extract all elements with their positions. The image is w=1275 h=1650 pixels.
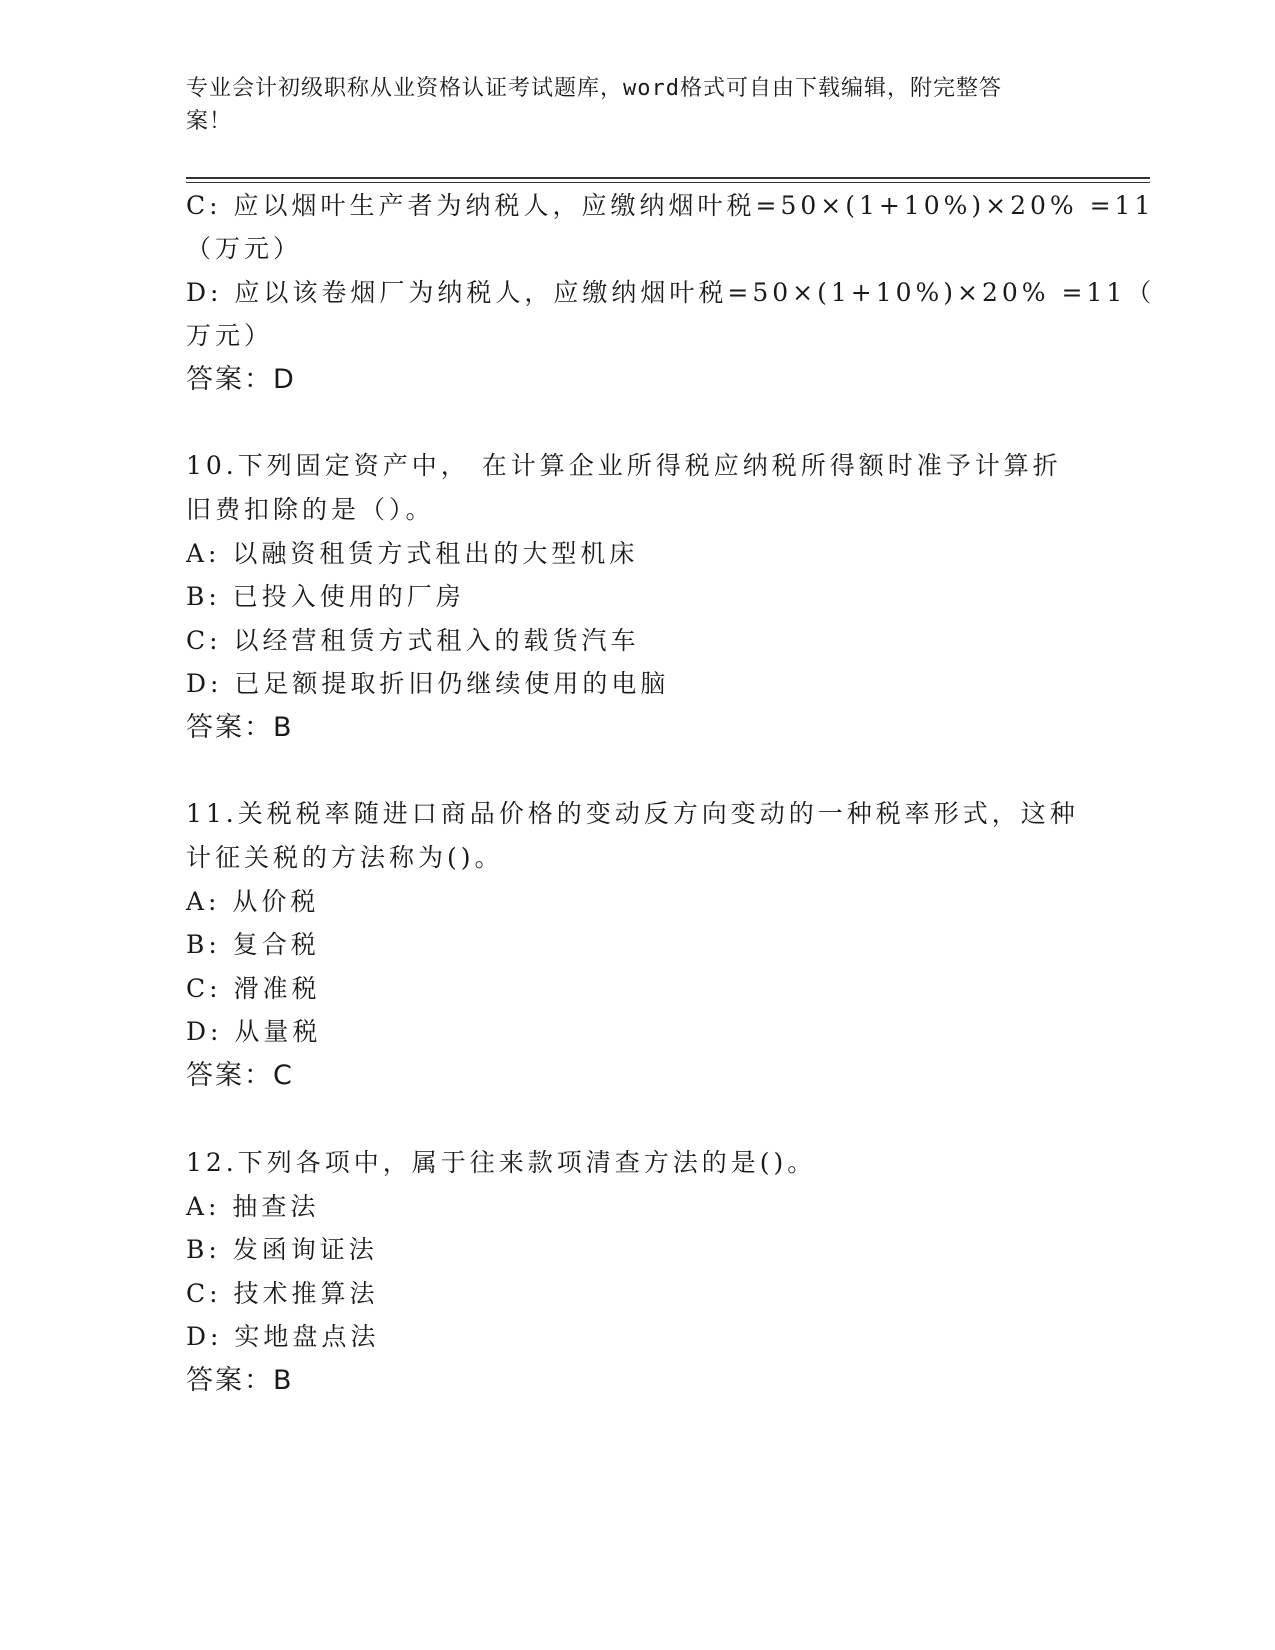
q10-option-a: A: 以融资租赁方式租出的大型机床 [186, 539, 639, 568]
q11-option-d: D: 从量税 [186, 1017, 322, 1046]
q11-stem-line-2: 计征关税的方法称为()。 [186, 843, 504, 872]
q11-stem-line-1: 11.关税税率随进口商品价格的变动反方向变动的一种税率形式，这种 [186, 799, 1079, 828]
q11-option-a: A: 从价税 [186, 887, 320, 916]
q11-answer: 答案：C [186, 1060, 294, 1091]
q12-answer: 答案：B [186, 1365, 294, 1396]
q9-option-c-line-1: C: 应以烟叶生产者为纳税人，应缴纳烟叶税=50×(1+10%)×20% =11 [186, 191, 1155, 220]
q12-option-b: B: 发函询证法 [186, 1235, 378, 1264]
q10-option-d: D: 已足额提取折旧仍继续使用的电脑 [186, 669, 670, 698]
q9-option-d-line-2: 万元） [186, 321, 274, 350]
q12-stem-line-1: 12.下列各项中，属于往来款项清查方法的是()。 [186, 1148, 817, 1177]
q11-option-b: B: 复合税 [186, 930, 320, 959]
q9-answer: 答案：D [186, 364, 296, 395]
q12-option-a: A: 抽查法 [186, 1192, 320, 1221]
q9-option-d-line-1: D: 应以该卷烟厂为纳税人，应缴纳烟叶税=50×(1+10%)×20% =11（ [186, 278, 1156, 307]
q10-option-b: B: 已投入使用的厂房 [186, 582, 465, 611]
document-header [186, 72, 1066, 138]
q12-option-c: C: 技术推算法 [186, 1279, 379, 1308]
q12-option-d: D: 实地盘点法 [186, 1322, 380, 1351]
header-line-1: 专业会计初级职称从业资格认证考试题库，word格式可自由下载编辑，附完整答 [186, 76, 1002, 101]
header-line-2: 案！ [186, 109, 233, 134]
header-divider-thin [186, 182, 1150, 183]
q10-stem-line-1: 10.下列固定资产中， 在计算企业所得税应纳税所得额时准予计算折 [186, 451, 1062, 480]
q11-option-c: C: 滑准税 [186, 974, 321, 1003]
q10-answer: 答案：B [186, 712, 294, 743]
q10-option-c: C: 以经营租赁方式租入的载货汽车 [186, 626, 640, 655]
q9-option-c-line-2: （万元） [186, 234, 303, 263]
q10-stem-line-2: 旧费扣除的是（）。 [186, 495, 435, 524]
header-divider-thick [186, 177, 1150, 179]
